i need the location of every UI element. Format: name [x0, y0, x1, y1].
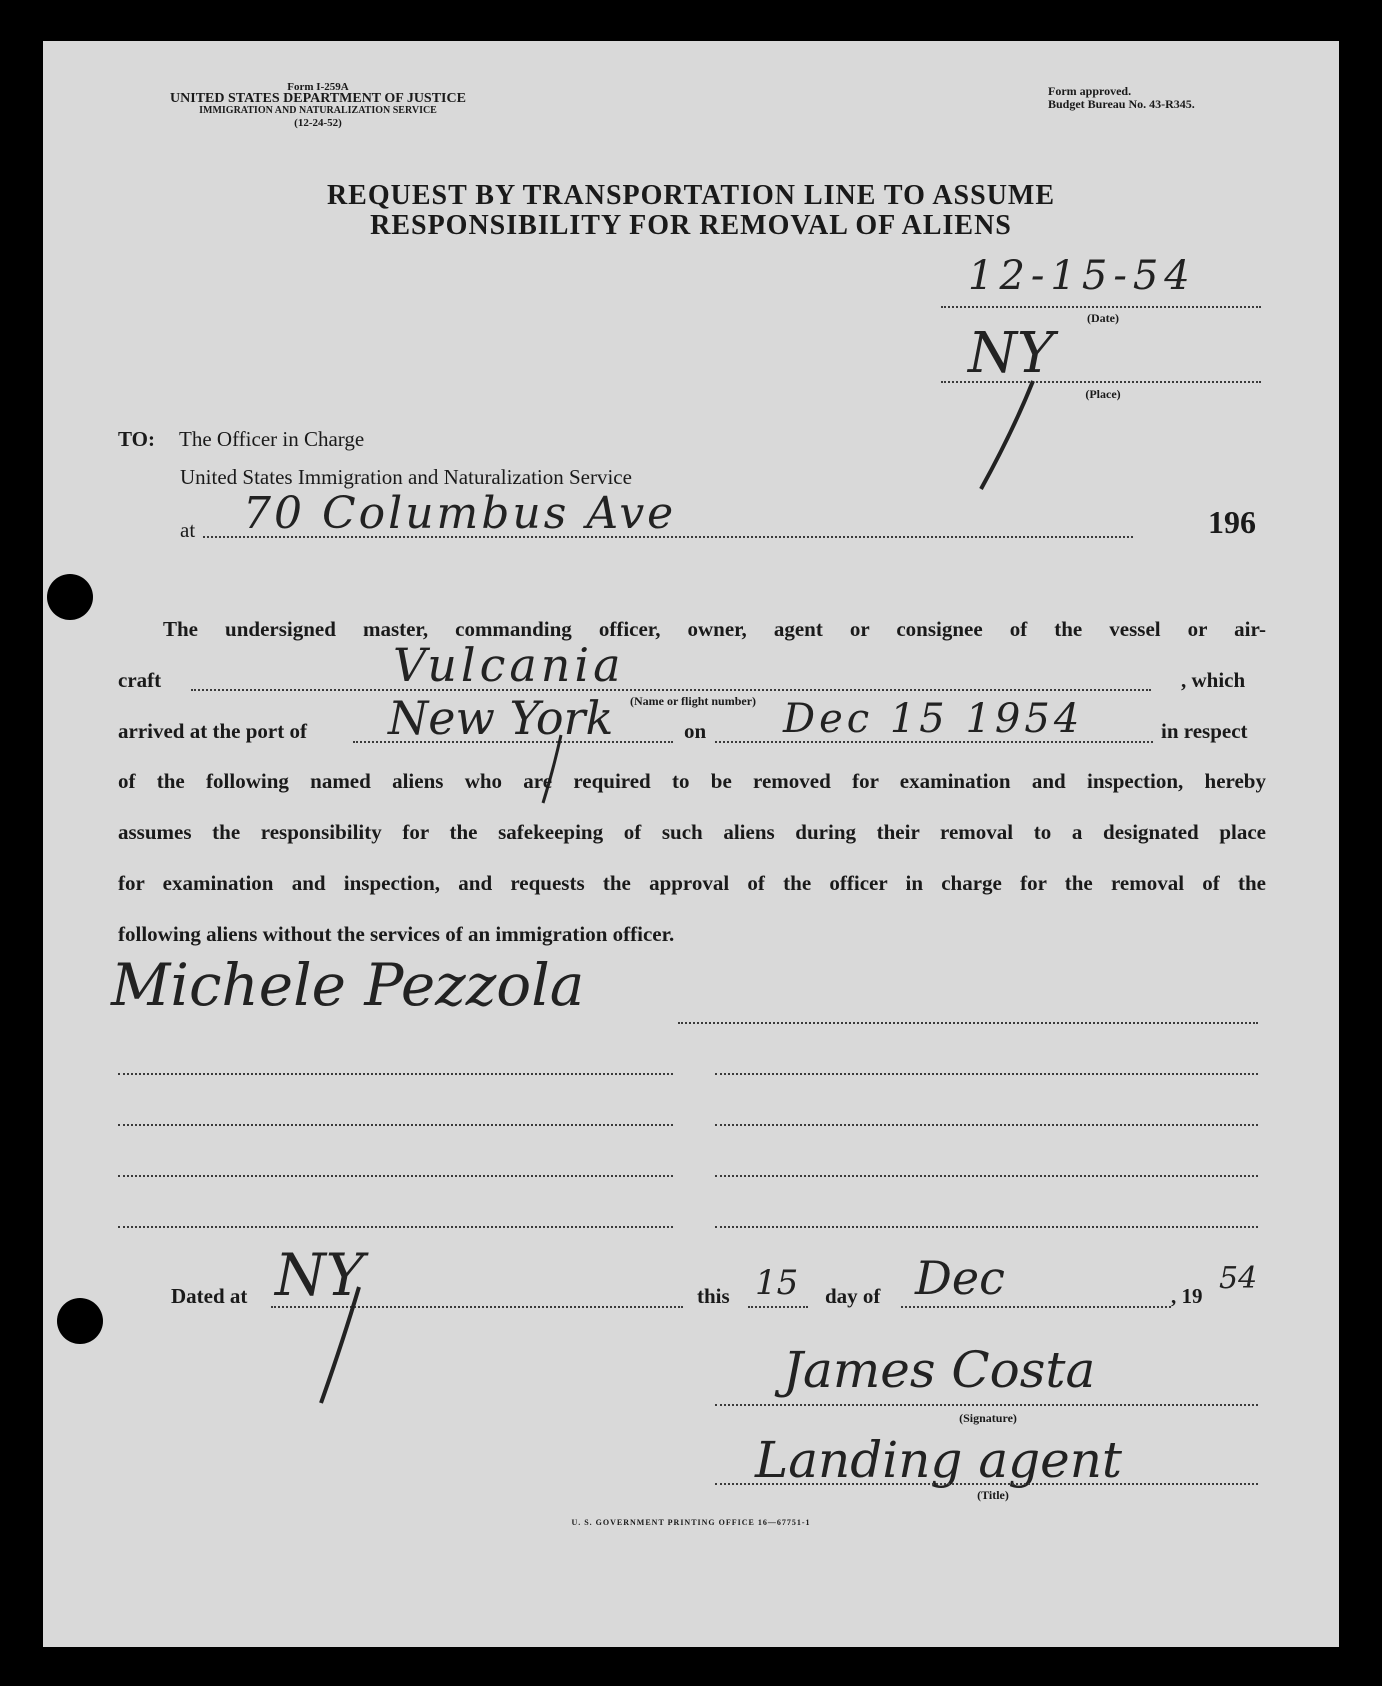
- budget-bureau-number: Budget Bureau No. 43-R345.: [1048, 97, 1195, 111]
- place-value: NY: [968, 321, 1054, 386]
- address-value: 70 Columbus Ave: [243, 488, 677, 539]
- to-label: TO:: [118, 427, 155, 451]
- alien-line-left-3: [118, 1124, 673, 1126]
- body-line-4: of the following named aliens who are required to be removed for examination and inspection, hereby: [118, 769, 1266, 793]
- form-title: [43, 181, 1339, 241]
- arrived-label: arrived at the port of: [118, 719, 307, 743]
- alien-line-right-2: [715, 1073, 1258, 1075]
- in-respect-label: in respect: [1161, 719, 1248, 743]
- body-line-7: following aliens without the services of an immigration officer.: [118, 922, 675, 946]
- arrival-date-value: Dec 15 1954: [783, 696, 1084, 742]
- page-number: 196: [1208, 504, 1256, 540]
- vessel-value: Vulcania: [393, 638, 625, 692]
- alien-name-1: Michele Pezzola: [111, 951, 585, 1019]
- signature-caption: (Signature): [959, 1411, 1017, 1425]
- day-value: 15: [755, 1263, 799, 1303]
- title-value: Landing agent: [755, 1431, 1123, 1489]
- header-right: [1048, 85, 1195, 111]
- address-line: [203, 536, 1133, 538]
- which-label: , which: [1181, 668, 1246, 692]
- place-handwriting-stroke: [973, 361, 1053, 501]
- month-value: Dec: [915, 1251, 1005, 1305]
- date-line: [941, 306, 1261, 308]
- title-line-1: REQUEST BY TRANSPORTATION LINE TO ASSUME: [326, 180, 1056, 211]
- date-value: 12-15-54: [968, 253, 1196, 299]
- day-line: [748, 1306, 808, 1308]
- on-label: on: [684, 719, 707, 743]
- vessel-line: [191, 689, 1151, 691]
- dated-handwriting-stroke: [313, 1281, 373, 1411]
- at-label: at: [180, 518, 196, 542]
- year-value: 54: [1219, 1261, 1258, 1296]
- port-value: New York: [388, 691, 614, 745]
- form-approved: Form approved.: [1048, 84, 1132, 98]
- body-line-6: for examination and inspection, and requests the approval of the officer in charge for the removal of the: [118, 871, 1266, 895]
- place-caption: (Place): [1085, 387, 1121, 401]
- day-of-label: day of: [825, 1284, 881, 1308]
- craft-label: craft: [118, 668, 162, 692]
- header-left: [123, 81, 513, 129]
- signature-line: [715, 1404, 1258, 1406]
- alien-line-right-5: [715, 1226, 1258, 1228]
- printer-footer: U. S. GOVERNMENT PRINTING OFFICE 16—67751-1: [571, 1518, 811, 1527]
- department-name: UNITED STATES DEPARTMENT OF JUSTICE: [170, 91, 466, 106]
- vessel-caption: (Name or flight number): [629, 694, 757, 708]
- punch-hole-top: [47, 574, 93, 620]
- form-page: [43, 41, 1339, 1647]
- alien-line-left-5: [118, 1226, 673, 1228]
- date-caption: (Date): [1087, 311, 1119, 325]
- title-caption: (Title): [977, 1488, 1009, 1502]
- body-line-5: assumes the responsibility for the safekeeping of such aliens during their removal to a designated place: [118, 820, 1266, 844]
- dated-at-label: Dated at: [171, 1284, 248, 1308]
- year-prefix: , 19: [1171, 1284, 1203, 1308]
- punch-hole-bottom: [57, 1298, 103, 1344]
- title-line: [715, 1483, 1258, 1485]
- service-name: IMMIGRATION AND NATURALIZATION SERVICE: [199, 105, 437, 116]
- alien-line-right-1: [678, 1022, 1258, 1024]
- alien-line-right-3: [715, 1124, 1258, 1126]
- alien-line-right-4: [715, 1175, 1258, 1177]
- form-number: Form I-259A: [287, 81, 349, 93]
- month-line: [901, 1306, 1171, 1308]
- ins-service: United States Immigration and Naturalization Service: [180, 465, 632, 489]
- dated-place-value: NY: [275, 1241, 365, 1309]
- alien-line-left-4: [118, 1175, 673, 1177]
- signature-value: James Costa: [783, 1341, 1096, 1399]
- alien-line-left-2: [118, 1073, 673, 1075]
- officer-in-charge: The Officer in Charge: [179, 427, 365, 451]
- body-line-1: The undersigned master, commanding officer, owner, agent or consignee of the vessel or air-: [163, 617, 1266, 641]
- this-label: this: [697, 1284, 730, 1308]
- title-line-2: RESPONSIBILITY FOR REMOVAL OF ALIENS: [370, 210, 1012, 241]
- revision-date: (12-24-52): [294, 117, 342, 129]
